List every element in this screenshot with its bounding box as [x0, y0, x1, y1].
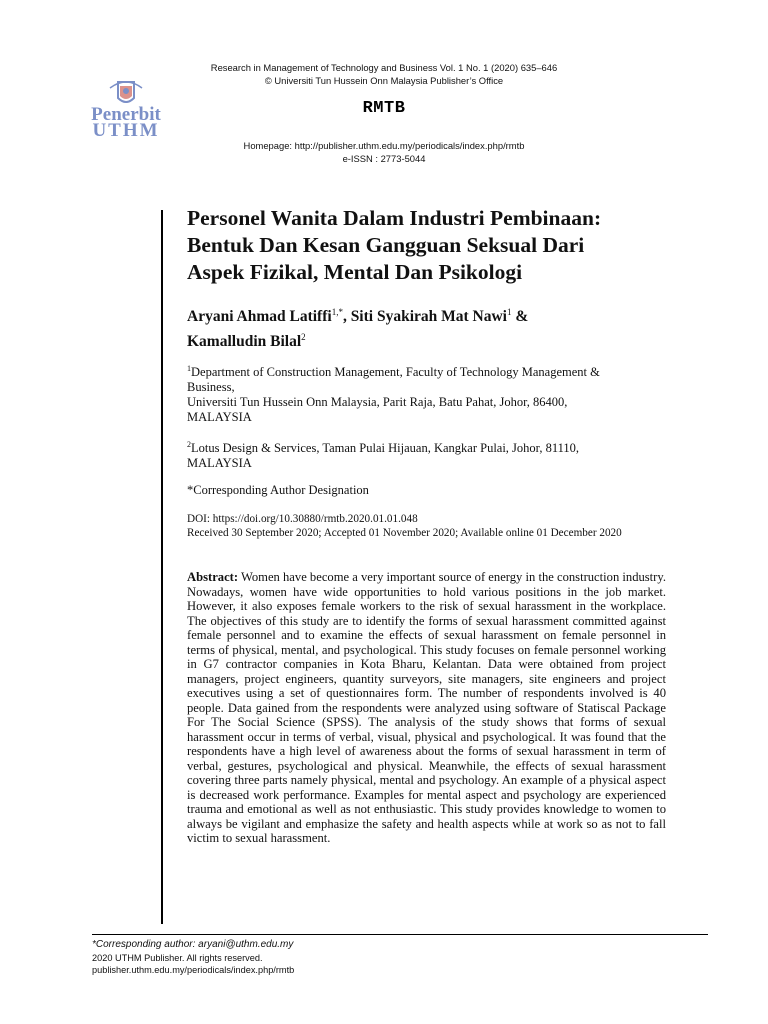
- copyright-line: © Universiti Tun Hussein Onn Malaysia Publisher’s Office: [264, 75, 504, 86]
- corresponding-author-designation: *Corresponding Author Designation: [187, 483, 369, 497]
- abstract: [187, 570, 666, 846]
- footer-copyright: 2020 UTHM Publisher. All rights reserved.: [92, 952, 263, 963]
- author-affiliation-mark: 2: [301, 332, 306, 343]
- affiliation-line: Universiti Tun Hussein Onn Malaysia, Parit Raja, Batu Pahat, Johor, 86400,: [187, 395, 568, 410]
- author-affiliation-mark: 1: [507, 307, 512, 317]
- page-footer: [92, 939, 492, 977]
- affiliation-line: Department of Construction Management, Faculty of Technology Management &: [191, 365, 600, 380]
- author-list: Aryani Ahmad Latiffi$^{1,*}$, Siti Syakirah Mat Nawi$^1$ & Kamalludin Bilal$^2$: [187, 307, 529, 351]
- affiliation-line: MALAYSIA: [187, 456, 252, 471]
- abstract-text: Women have become a very important source of energy in the construction industry. Nowadays, women have wide opportunities to hold various positions in the job market. However, it also exposes female workers to the risk of sexual harassment in the workplace. The objectives of this study are to identify the forms of sexual harassment committed against female personnel and to examine the effects of sexual harassment on female personnel in terms of physical, mental, and psychological. This study focuses on female personnel working in G7 contractor companies in Kota Bharu, Kelantan. Data were obtained from project managers, project engineers, quantity surveyors, site managers, site engineers and project executives using a set of questionnaires form. The number of respondents involved is 40 people. Data gained from the respondents were analyzed using software of Statiscal Package For The Social Science (SPSS). The analysis of the study shows that forms of sexual harassment occur in terms of verbal, visual, physical and psychological. It was found that the respondents have a high level of awareness about the forms of sexual harassment in term of verbal, gestures, psychological and physical. Meanwhile, the effects of sexual harassment covering three parts namely physical, mental and psychology. An example of a physical aspect is decreased work performance. Examples for mental aspect and psychology are experienced trauma and emotional as well as not enthusiastic. This study provides knowledge to women to always be vigilant and emphasize the safety and health aspects while at work so as not to fall victim to sexual harassment.: [187, 570, 667, 845]
- author-name: Kamalludin Bilal: [187, 333, 302, 351]
- author-affiliation-mark: 1,*: [331, 307, 343, 317]
- title-line: Personel Wanita Dalam Industri Pembinaan:: [187, 206, 602, 230]
- doi-link[interactable]: DOI: https://doi.org/10.30880/rmtb.2020.01.01.048: [187, 513, 418, 525]
- left-margin-rule: [161, 210, 163, 924]
- footer-url[interactable]: publisher.uthm.edu.my/periodicals/index.php/rmtb: [92, 965, 295, 975]
- journal-eissn: e-ISSN : 2773-5044: [342, 153, 426, 164]
- journal-abbreviation: RMTB: [362, 99, 406, 118]
- article-info: [187, 513, 667, 540]
- affiliation-mark: 1: [187, 364, 191, 373]
- title-line: Aspek Fizikal, Mental Dan Psikologi: [187, 260, 523, 284]
- logo-text-line1: Penerbit: [91, 104, 161, 125]
- affiliation-line: Business,: [187, 380, 235, 395]
- corresponding-author-email[interactable]: *Corresponding author: aryani@uthm.edu.my: [92, 939, 294, 950]
- footer-rule: [92, 934, 708, 935]
- affiliation-1: [187, 361, 667, 425]
- affiliation-2: [187, 437, 667, 471]
- logo-text-line2: UTHM: [92, 120, 160, 141]
- author-name: Aryani Ahmad Latiffi: [187, 308, 332, 326]
- article-dates: Received 30 September 2020; Accepted 01 November 2020; Available online 01 December 2020: [187, 526, 622, 539]
- affiliation-line: MALAYSIA: [187, 410, 252, 425]
- affiliation-line: Lotus Design & Services, Taman Pulai Hijauan, Kangkar Pulai, Johor, 81110,: [191, 441, 580, 456]
- journal-citation: Research in Management of Technology and Business Vol. 1 No. 1 (2020) 635–646: [210, 62, 558, 73]
- title-line: Bentuk Dan Kesan Gangguan Seksual Dari: [187, 233, 585, 257]
- affiliation-mark: 2: [187, 440, 191, 449]
- journal-homepage: Homepage: http://publisher.uthm.edu.my/periodicals/index.php/rmtb: [243, 140, 525, 151]
- abstract-label: Abstract:: [187, 570, 239, 584]
- author-name: Siti Syakirah Mat Nawi: [350, 308, 507, 326]
- article-title: [187, 205, 687, 286]
